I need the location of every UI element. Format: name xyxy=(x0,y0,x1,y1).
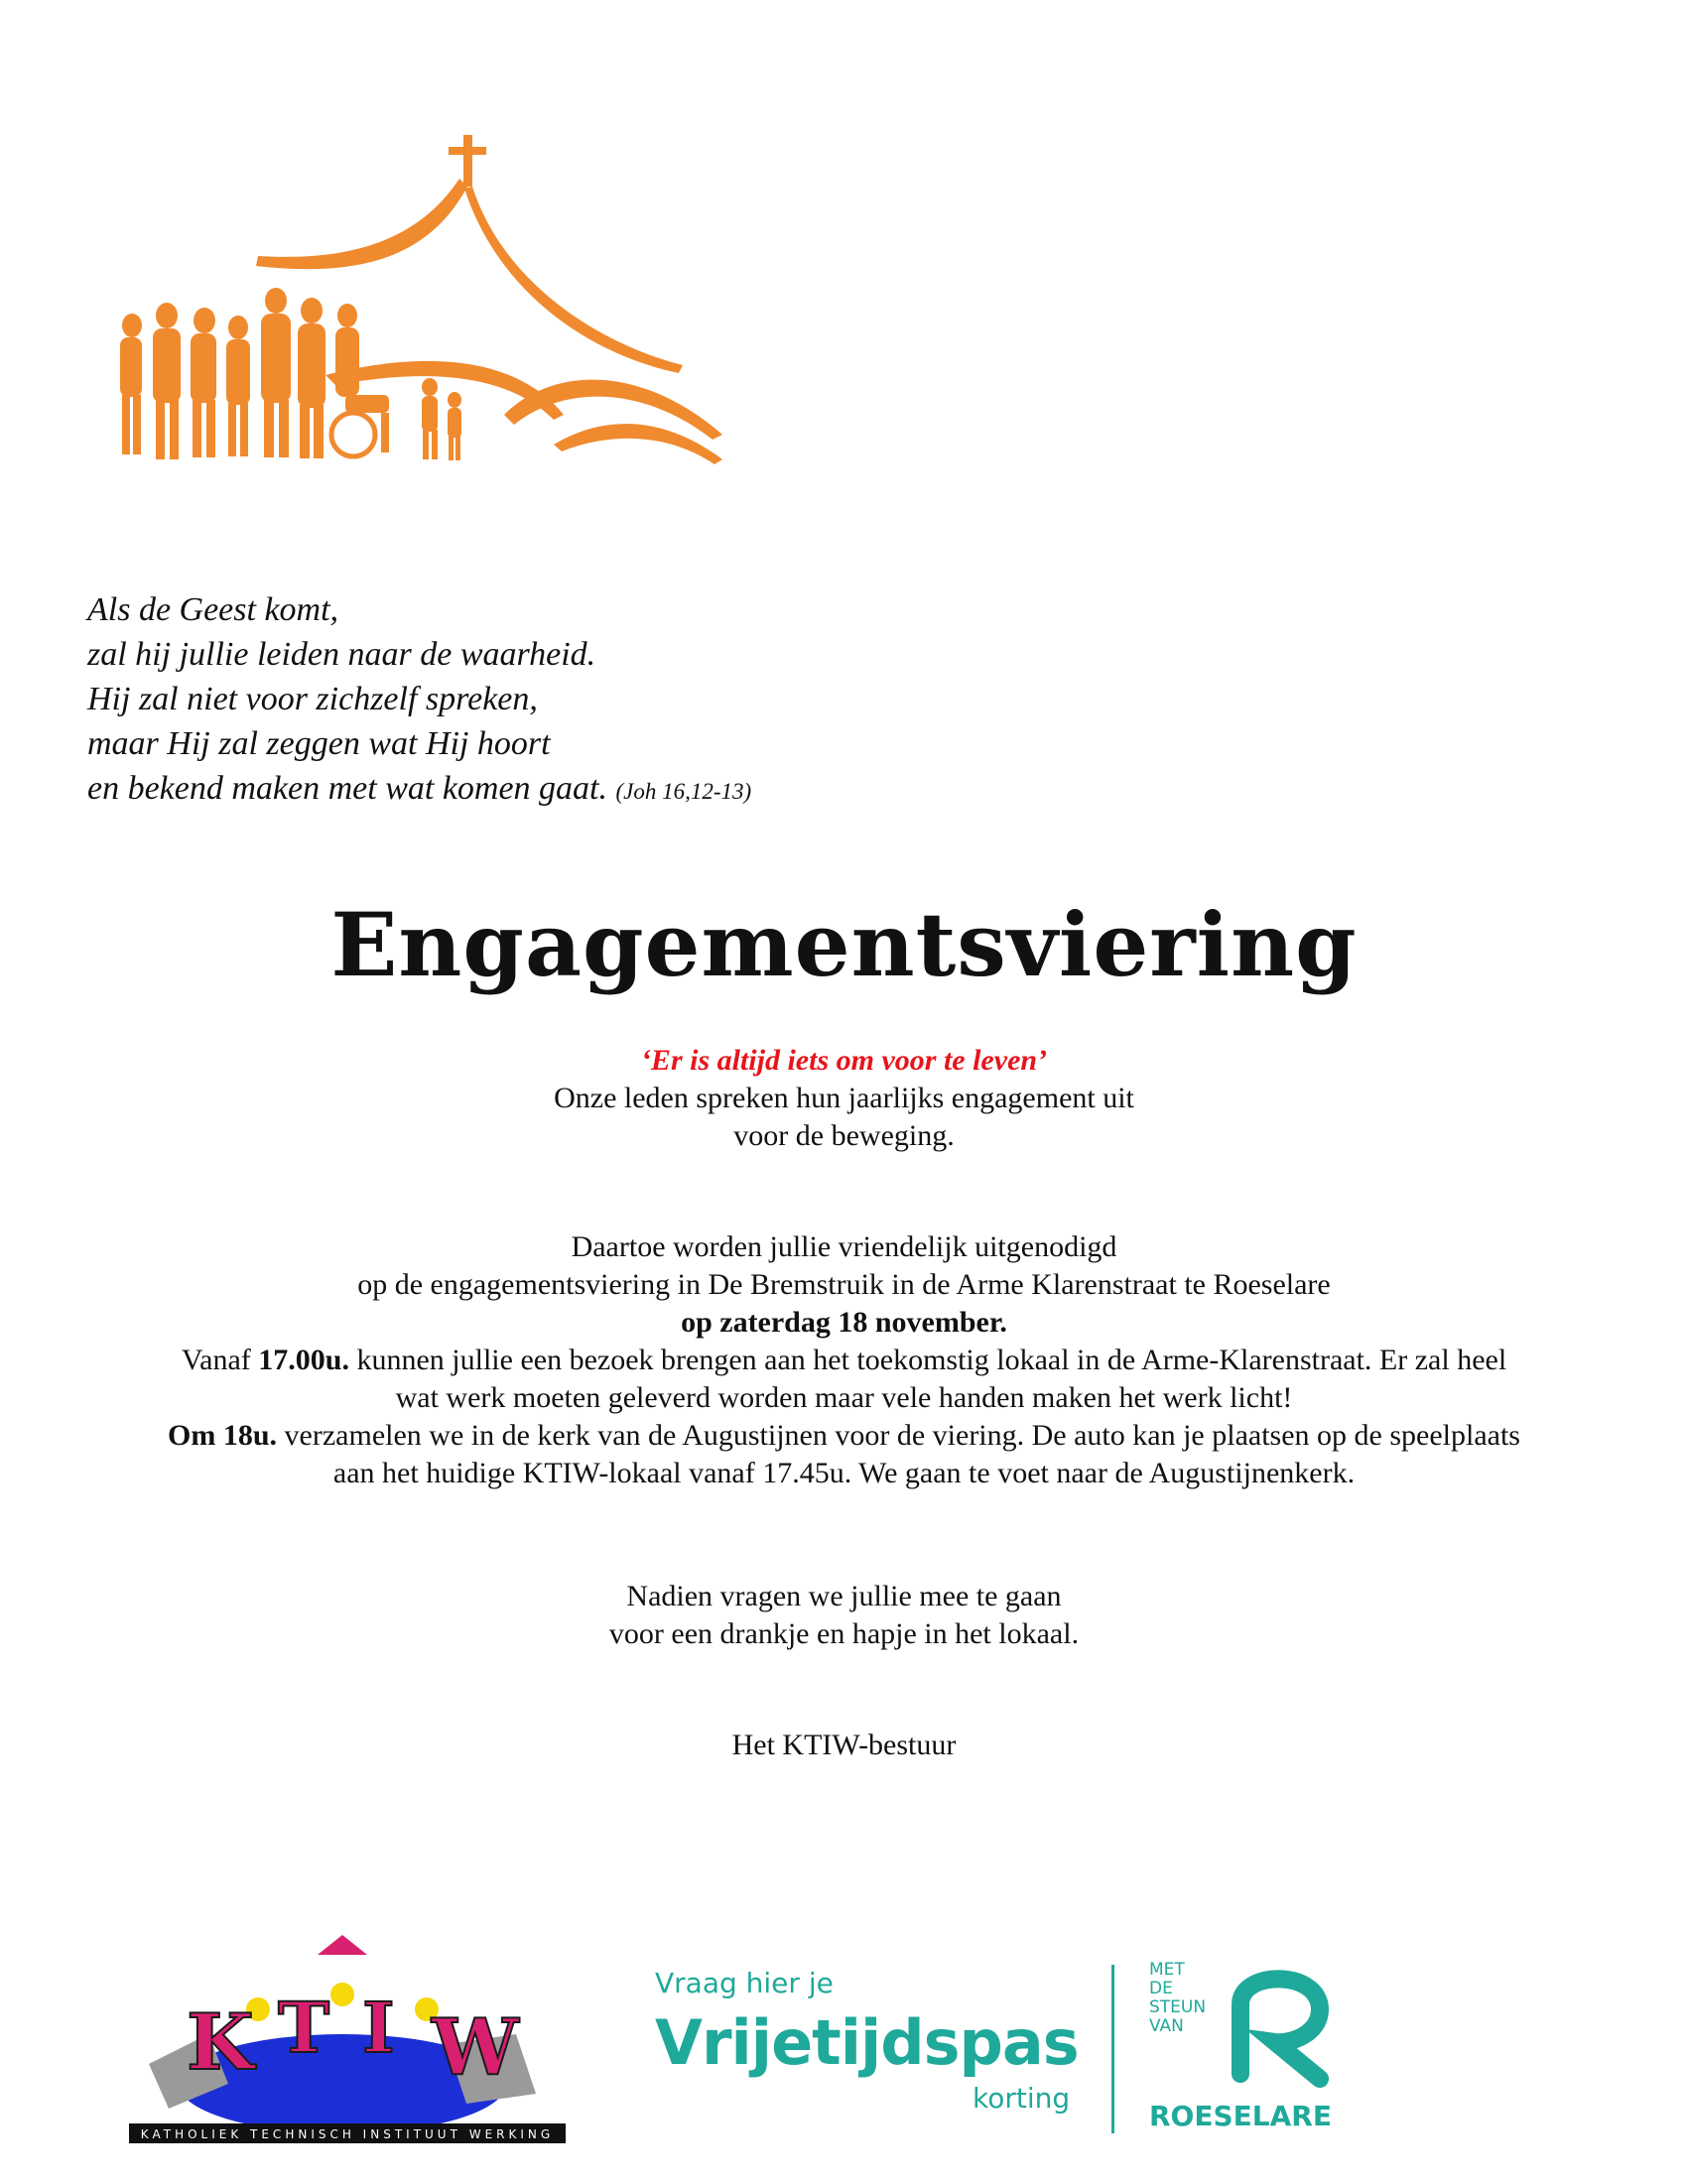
invite-line: wat werk moeten geleverd worden maar vele handen maken het werk licht! xyxy=(395,1381,1293,1414)
cross-horizontal xyxy=(449,147,486,155)
after-line: voor een drankje en hapje in het lokaal. xyxy=(608,1617,1080,1650)
p1-text: kunnen jullie een bezoek brengen aan het toekomstig lokaal in de Arme-Klarenstraat. Er zal heel xyxy=(348,1344,1507,1376)
roeselare-r-logo xyxy=(1211,1955,1350,2094)
divider xyxy=(1111,1965,1114,2133)
invitation-block xyxy=(0,1228,1688,1492)
p2-time: Om 18u. xyxy=(168,1419,278,1452)
signature: Het KTIW-bestuur xyxy=(731,1729,957,1761)
intro-line: voor de beweging. xyxy=(733,1119,955,1152)
p2-text: verzamelen we in de kerk van de Augustijnen voor de viering. De auto kan je plaatsen op de speelplaats xyxy=(277,1419,1520,1452)
invite-paragraph-1 xyxy=(0,1342,1688,1379)
cross-vertical xyxy=(463,135,472,187)
tagline: ‘Er is altijd iets om voor te leven’ xyxy=(640,1044,1048,1077)
event-date: op zaterdag 18 november. xyxy=(681,1306,1007,1339)
support-text: MET DE STEUN VAN xyxy=(1149,1960,1207,2036)
church-people-logo xyxy=(87,117,961,484)
verse-line: Als de Geest komt, xyxy=(87,591,339,628)
verse-reference: (Joh 16,12-13) xyxy=(615,779,752,804)
bible-verse xyxy=(87,587,751,814)
vtp-line3: korting xyxy=(973,2082,1071,2115)
verse-line-last xyxy=(87,766,751,814)
vrijetijdspas-banner xyxy=(655,1955,1350,2133)
city-name: ROESELARE xyxy=(1149,2100,1332,2132)
invite-line: aan het huidige KTIW-lokaal vanaf 17.45u. We gaan te voet naar de Augustijnenkerk. xyxy=(332,1457,1356,1489)
vtp-line1: Vraag hier je xyxy=(655,1967,834,1999)
ktiw-letter-t: T xyxy=(278,1987,330,2069)
ktiw-letter-i: I xyxy=(362,1987,395,2069)
church-people-illustration xyxy=(87,117,961,484)
invite-paragraph-2 xyxy=(0,1417,1688,1455)
verse-line: maar Hij zal zeggen wat Hij hoort xyxy=(87,725,551,762)
ktiw-letter-w: W xyxy=(432,2002,519,2093)
verse-line: en bekend maken met wat komen gaat. xyxy=(87,770,607,807)
after-block xyxy=(0,1578,1688,1653)
after-line: Nadien vragen we jullie mee te gaan xyxy=(626,1580,1062,1612)
vtp-line2: Vrijetijdspas xyxy=(655,2006,1079,2079)
intro-block xyxy=(0,1042,1688,1155)
invite-line: Daartoe worden jullie vriendelijk uitgenodigd xyxy=(571,1230,1117,1263)
ktiw-logo xyxy=(119,1935,576,2143)
p1-time: 17.00u. xyxy=(258,1344,349,1376)
ktiw-subtitle: KATHOLIEK TECHNISCH INSTITUUT WERKING xyxy=(140,2127,555,2141)
invite-line: op de engagementsviering in De Bremstruik in de Arme Klarenstraat te Roeselare xyxy=(357,1268,1331,1301)
intro-line: Onze leden spreken hun jaarlijks engagement uit xyxy=(554,1082,1134,1114)
ktiw-letter-k: K xyxy=(187,1997,254,2088)
ktiw-logo-graphic xyxy=(119,1935,576,2143)
verse-line: Hij zal niet voor zichzelf spreken, xyxy=(87,681,538,717)
p1-prefix: Vanaf xyxy=(181,1344,259,1376)
page-title: Engagementsviering xyxy=(330,893,1358,996)
verse-line: zal hij jullie leiden naar de waarheid. xyxy=(87,636,596,673)
